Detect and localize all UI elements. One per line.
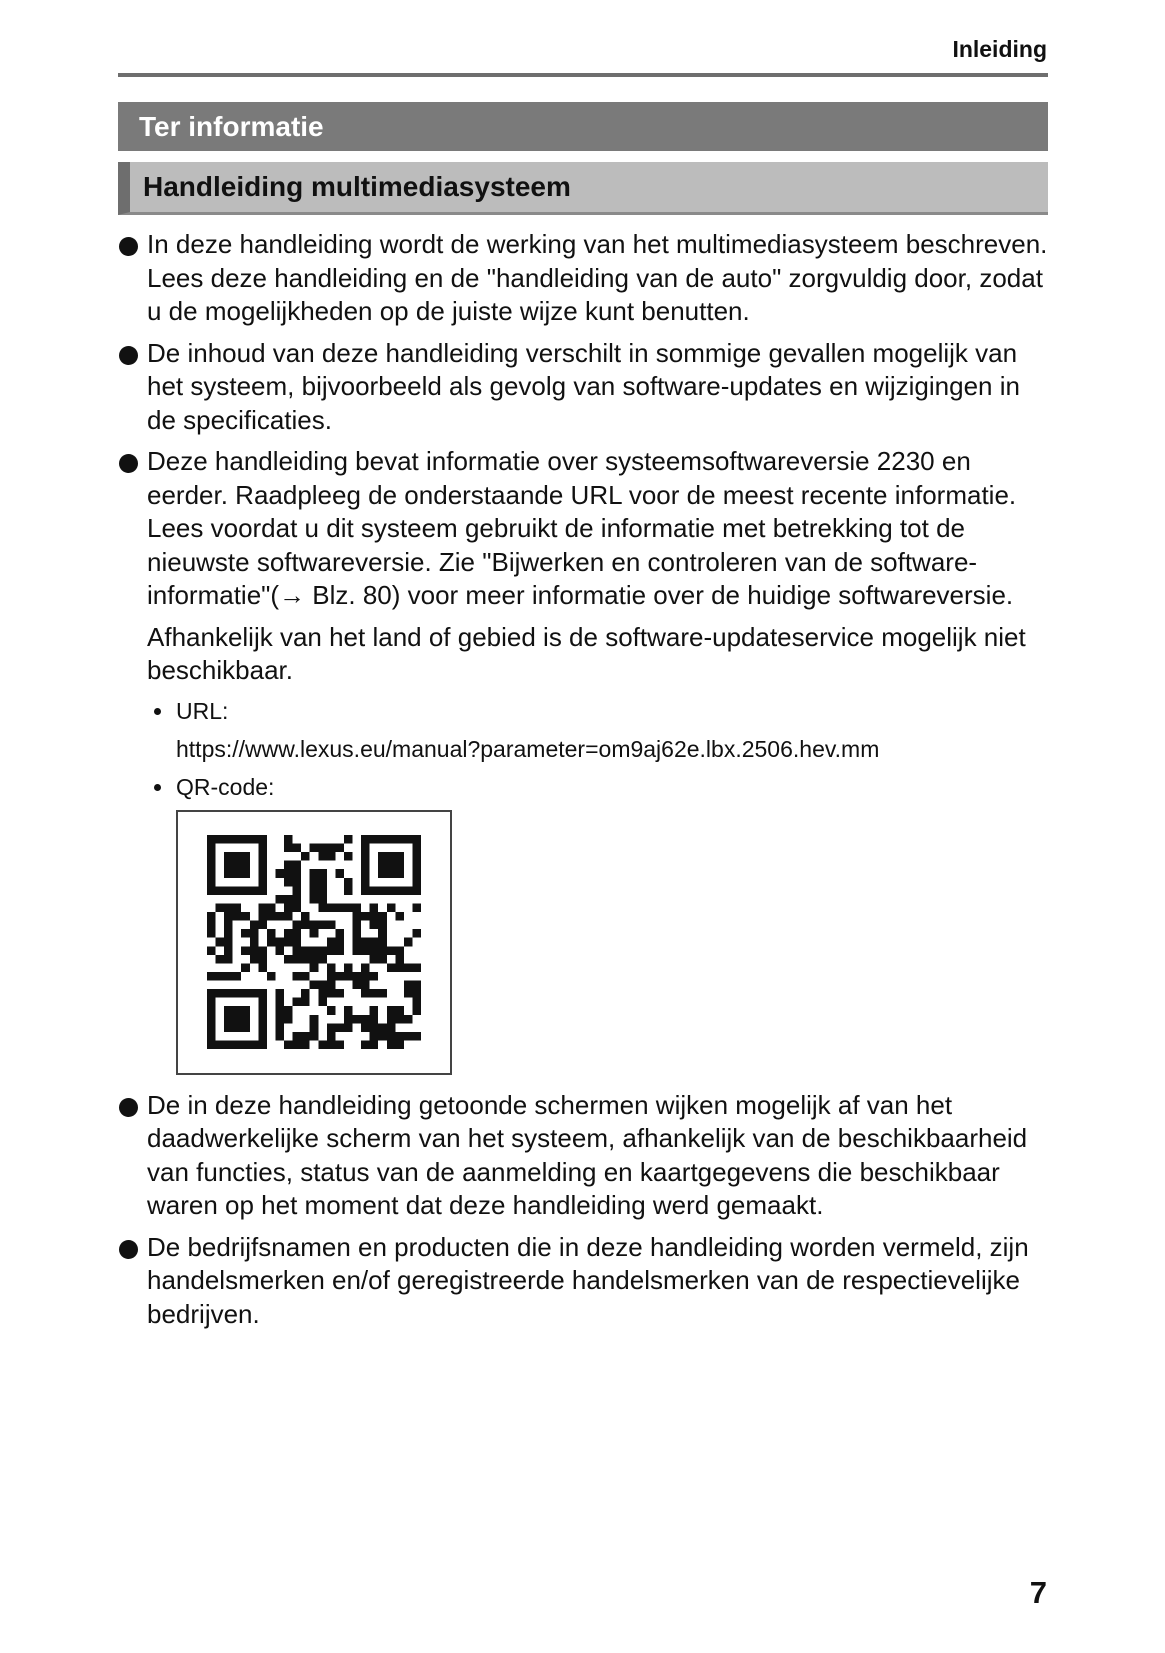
url-link[interactable]: https://www.lexus.eu/manual?parameter=om9aj62e.lbx.2506.hev.mm — [176, 735, 880, 762]
list-item — [118, 445, 1048, 1075]
url-label: URL: — [176, 697, 229, 724]
small-bullet-icon — [154, 708, 161, 715]
header-rule — [118, 73, 1048, 77]
item-text: De inhoud van deze handleiding verschilt in sommige gevallen mogelijk van het systeem, bijvoorbeeld als gevolg van software-updates en wijzigingen in de specificaties. — [147, 337, 1020, 435]
qr-item — [147, 772, 1048, 802]
list-item — [118, 337, 1048, 438]
page-number: 7 — [1029, 1575, 1047, 1610]
list-item — [118, 1231, 1048, 1332]
small-bullet-icon — [154, 784, 161, 791]
item-text: Deze handleiding bevat informatie over systeemsoftwareversie 2230 en eerder. Raadpleeg de onderstaande URL voor de meest recente informatie. Lees voordat u dit systeem gebruikt de informatie met betrekking tot de nieuwste softwareversie. Zie "Bijwerken en controleren van de software-informatie"(→ Blz. 80) voor meer informatie over de huidige softwareversie. — [147, 446, 1017, 610]
bullet-icon — [119, 237, 138, 256]
sub-list — [147, 696, 1048, 1075]
bullet-icon — [119, 1240, 138, 1259]
subsection-title: Handleiding multimediasysteem — [118, 162, 1048, 215]
bullet-icon — [119, 454, 138, 473]
url-item — [147, 696, 1048, 764]
item-text: De bedrijfsnamen en producten die in deze handleiding worden vermeld, zijn handelsmerken en/of geregistreerde handelsmerken van de respectievelijke bedrijven. — [147, 1231, 1029, 1329]
item-text: De in deze handleiding getoonde schermen wijken mogelijk af van het daadwerkelijke scherm van het systeem, afhankelijk van de beschikbaarheid van functies, status van de aanmelding en kaartgegevens die beschikbaar waren op het moment dat deze handleiding werd gemaakt. — [147, 1089, 1028, 1220]
section-title: Ter informatie — [118, 102, 1048, 151]
qr-code-icon — [207, 835, 421, 1049]
list-item — [118, 228, 1048, 329]
item-extra-text: Afhankelijk van het land of gebied is de software-updateservice mogelijk niet beschikbaar. — [147, 621, 1026, 685]
content — [118, 228, 1048, 1339]
qr-code-frame — [176, 810, 452, 1075]
qr-label: QR-code: — [176, 773, 275, 800]
bullet-icon — [119, 346, 138, 365]
item-text: In deze handleiding wordt de werking van het multimediasysteem beschreven. Lees deze handleiding en de "handleiding van de auto" zorgvuldig door, zodat u de mogelijkheden op de juiste wijze kunt benutten. — [147, 229, 1048, 326]
running-header: Inleiding — [952, 36, 1047, 62]
bullet-icon — [119, 1098, 138, 1117]
list-item — [118, 1089, 1048, 1223]
